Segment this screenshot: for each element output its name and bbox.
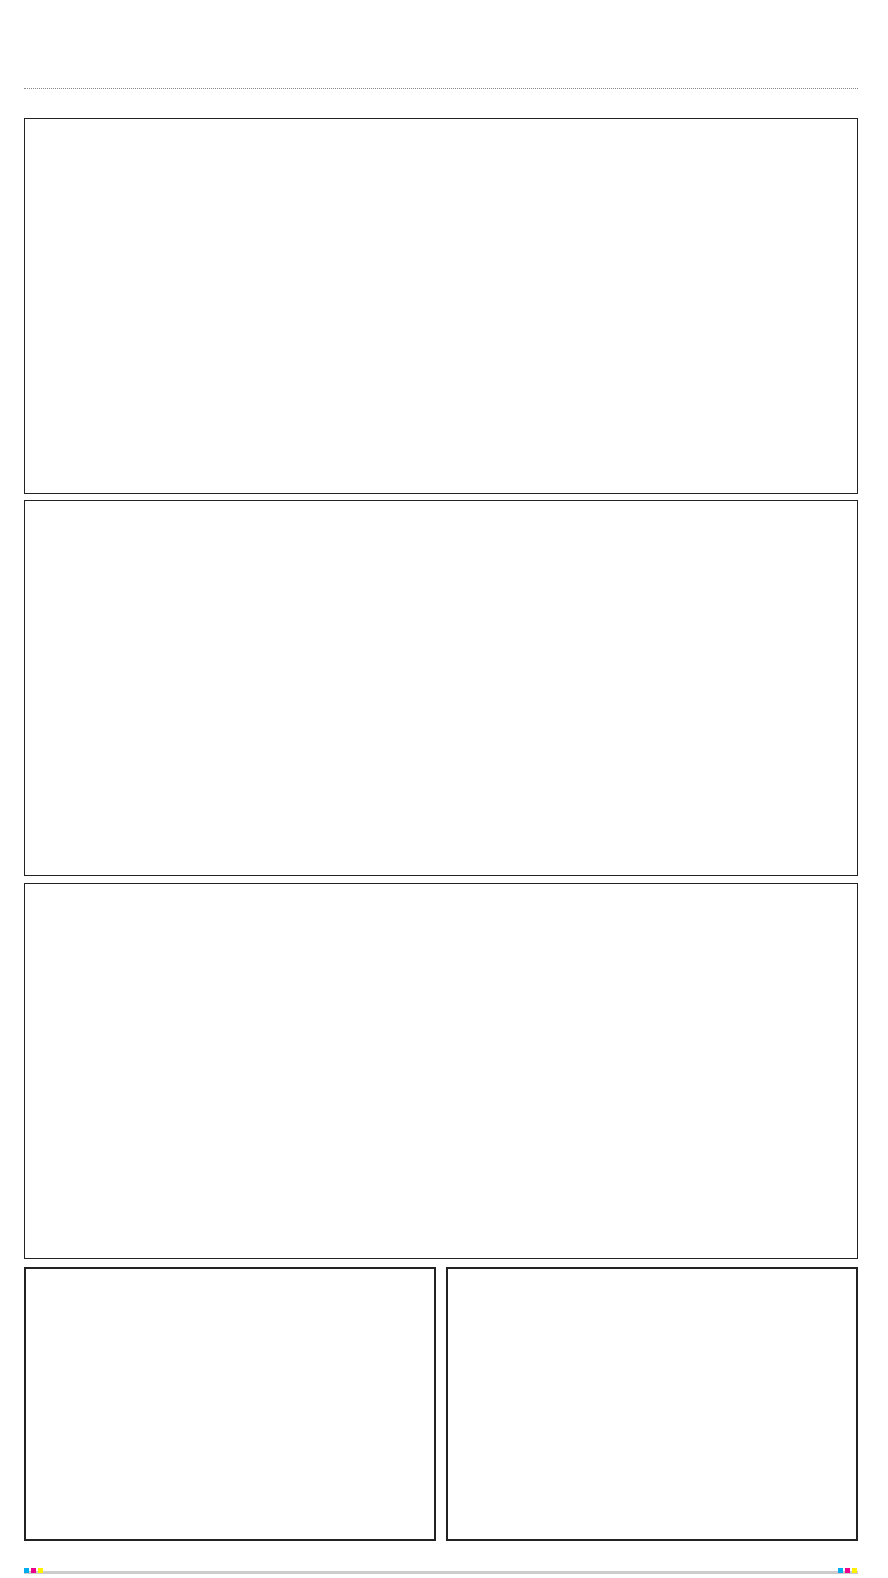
registration-magenta	[31, 1568, 36, 1573]
sudoku-panel-1	[24, 1267, 436, 1541]
sudoku-panel-2	[446, 1267, 858, 1541]
bottom-bar	[24, 1571, 858, 1574]
registration-yellow	[38, 1568, 43, 1573]
saturday-puzzles	[24, 883, 858, 1259]
header-rule	[24, 88, 858, 89]
registration-cyan	[24, 1568, 29, 1573]
registration-yellow-right	[852, 1568, 857, 1573]
thursday-puzzles	[24, 118, 858, 494]
friday-puzzles	[24, 500, 858, 876]
registration-magenta-right	[845, 1568, 850, 1573]
registration-cyan-right	[838, 1568, 843, 1573]
